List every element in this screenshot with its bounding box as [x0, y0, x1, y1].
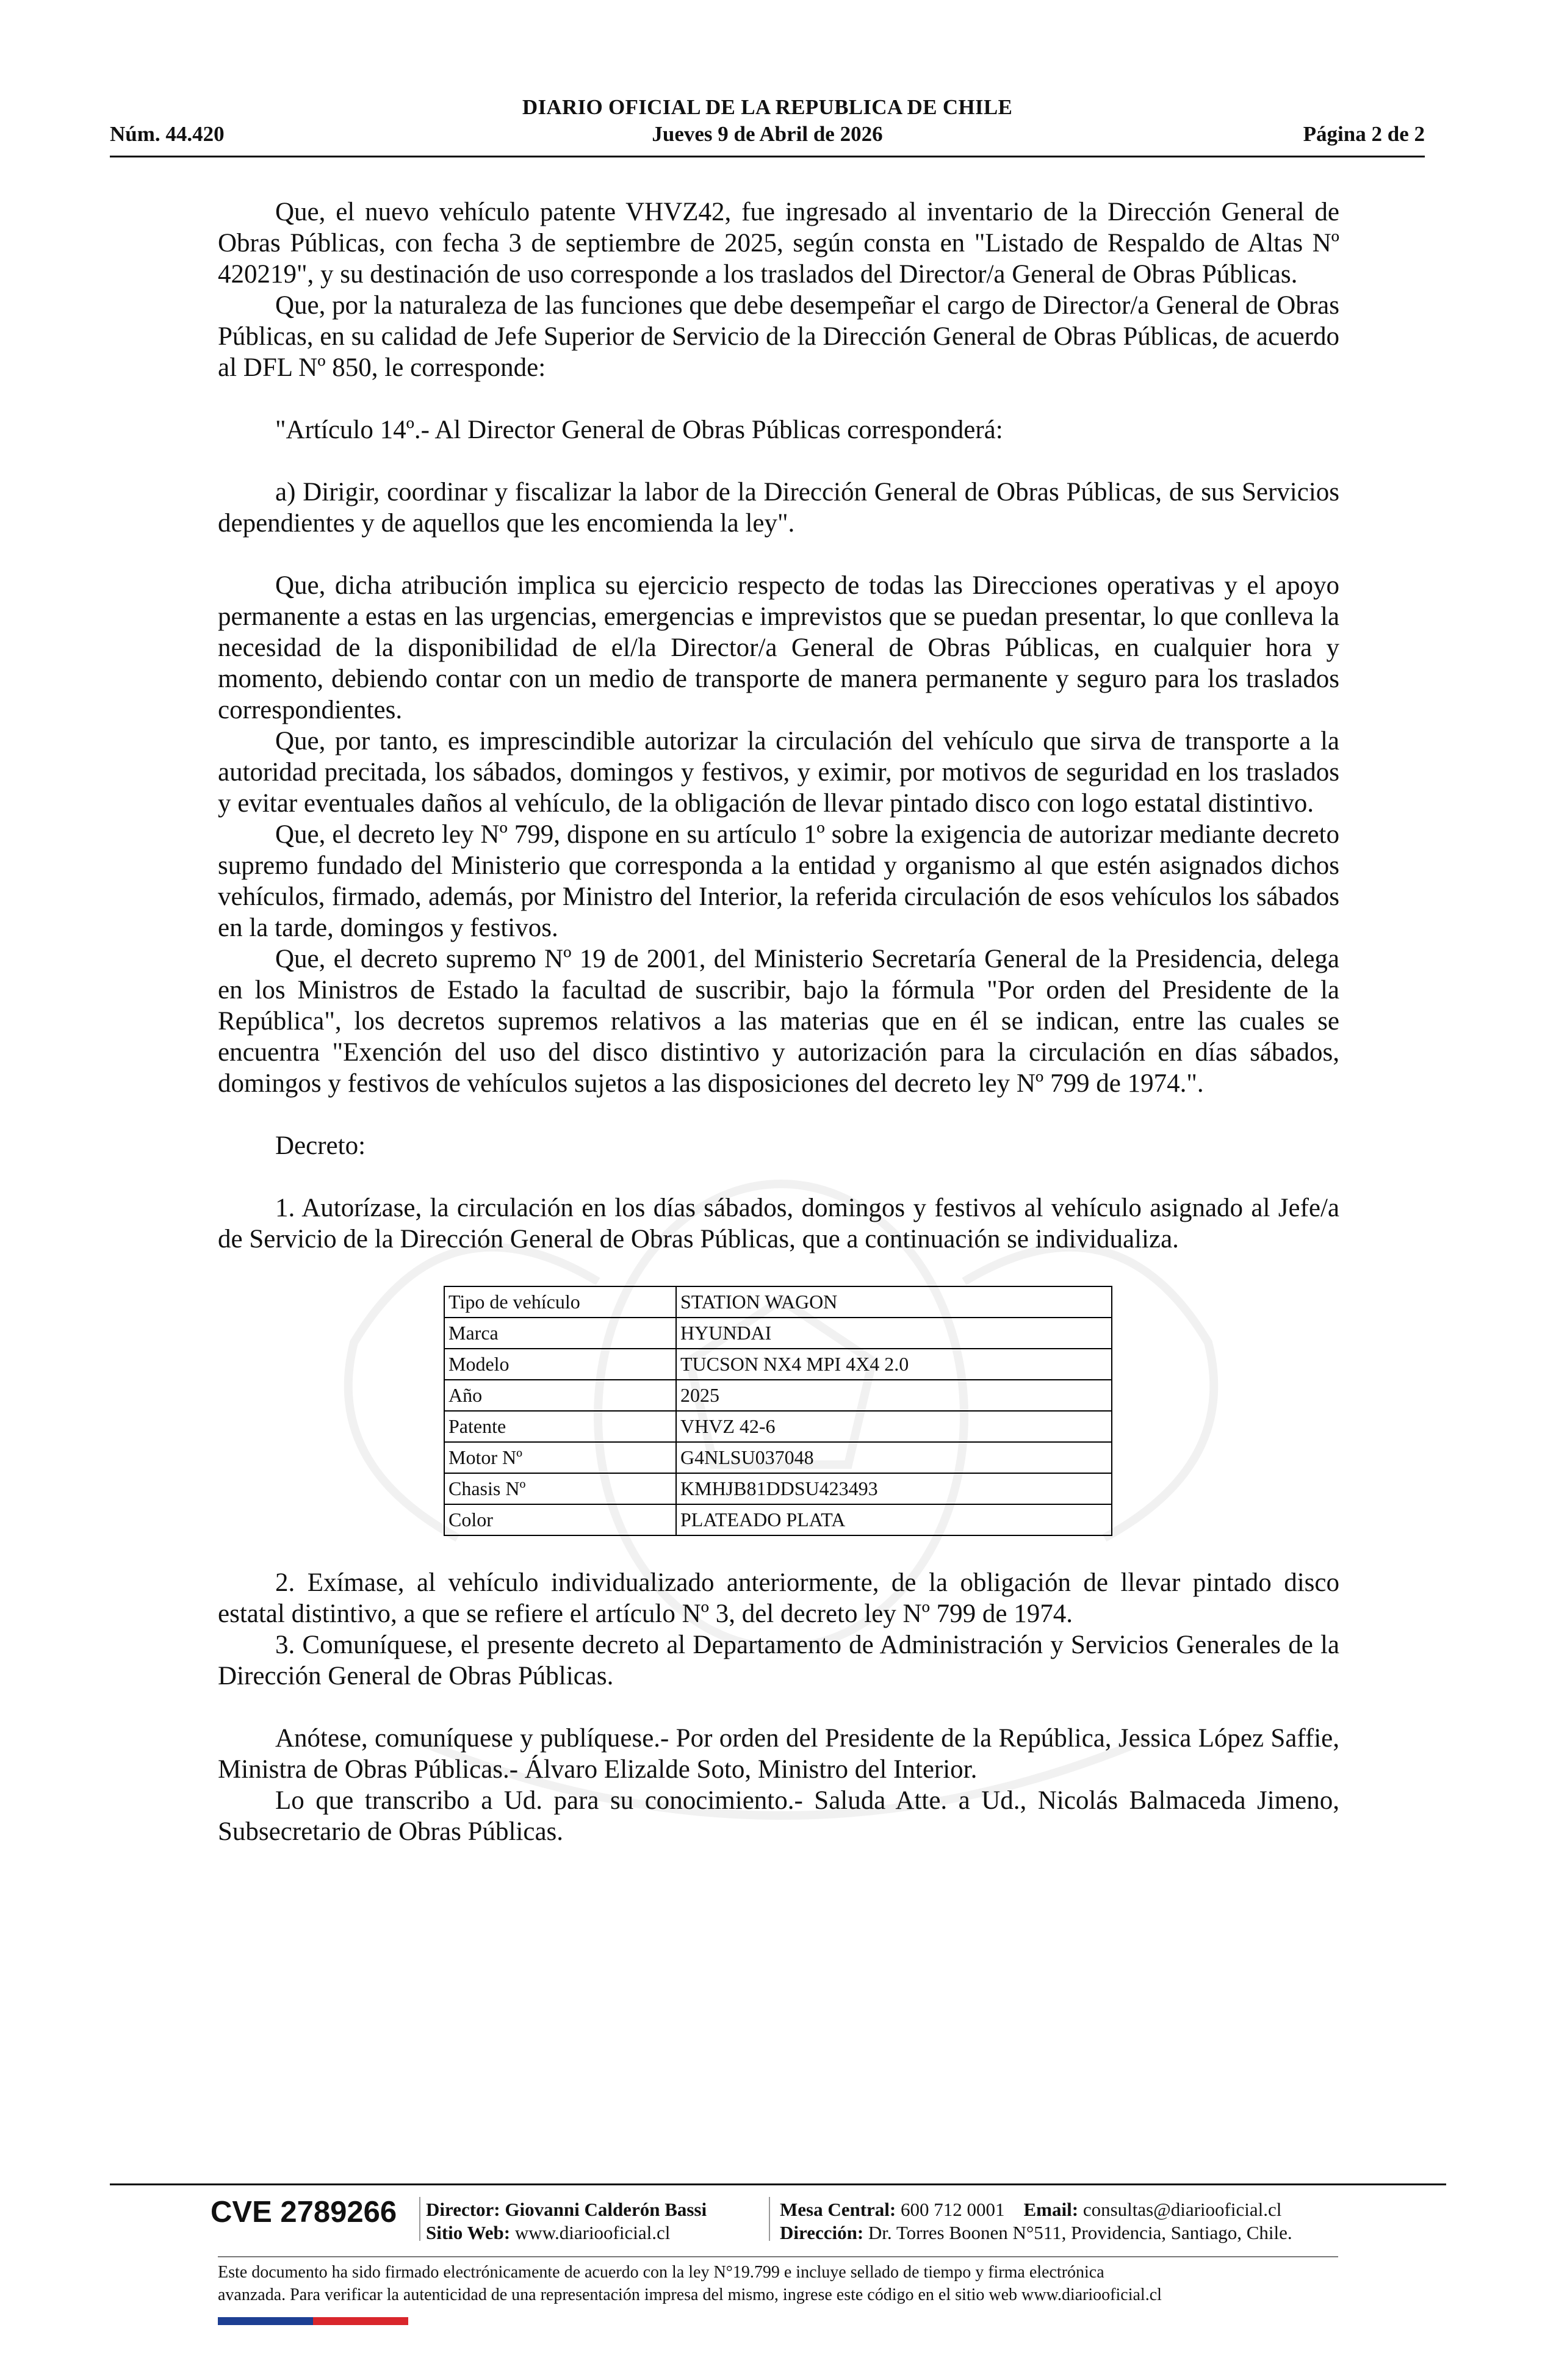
issue-number: Núm. 44.420	[110, 122, 225, 146]
table-row	[444, 1349, 1112, 1380]
row-label: Marca	[444, 1318, 676, 1349]
flag-red-segment	[313, 2317, 408, 2325]
footer-separator	[419, 2197, 420, 2241]
notice-line: Este documento ha sido firmado electrónicamente de acuerdo con la ley N°19.799 e incluye sellado de tiempo y firma electrónica	[218, 2263, 1104, 2282]
address-label: Dirección:	[780, 2222, 864, 2243]
vehicle-table	[444, 1286, 1112, 1536]
table-row	[444, 1411, 1112, 1442]
decree-article-3: 3. Comuníquese, el presente decreto al Departamento de Administración y Servicios Generales de la Dirección General de Obras Públicas.	[218, 1631, 1339, 1690]
row-label: Chasis Nº	[444, 1473, 676, 1504]
paragraph-article-14-a: a) Dirigir, coordinar y fiscalizar la labor de la Dirección General de Obras Públicas, de sus Servicios dependientes y de aquellos que les encomienda la ley".	[218, 478, 1339, 538]
row-value: TUCSON NX4 MPI 4X4 2.0	[676, 1349, 1112, 1380]
cve-code: CVE 2789266	[211, 2196, 397, 2229]
flag-blue-segment	[218, 2317, 313, 2325]
row-label: Tipo de vehículo	[444, 1286, 676, 1318]
table-row	[444, 1473, 1112, 1504]
site-link[interactable]: www.diariooficial.cl	[514, 2222, 671, 2243]
mesa-phone: 600 712 0001	[901, 2199, 1005, 2220]
footer-separator	[769, 2197, 770, 2241]
notice-line: avanzada. Para verificar la autenticidad de una representación impresa del mismo, ingrese este código en el sitio web www.diariooficial.cl	[218, 2285, 1162, 2304]
row-label: Modelo	[444, 1349, 676, 1380]
site-label: Sitio Web:	[426, 2222, 511, 2243]
row-value: HYUNDAI	[676, 1318, 1112, 1349]
table-row	[444, 1442, 1112, 1473]
paragraph-article-14: "Artículo 14º.- Al Director General de Obras Públicas corresponderá:	[275, 416, 1003, 444]
decree-article-2: 2. Exímase, al vehículo individualizado anteriormente, de la obligación de llevar pintado disco estatal distintivo, a que se refiere el artículo Nº 3, del decreto ley Nº 799 de 1974.	[218, 1568, 1339, 1628]
footer-contact-block	[780, 2198, 1292, 2245]
row-value: 2025	[676, 1380, 1112, 1411]
table-row	[444, 1380, 1112, 1411]
director-name: Giovanni Calderón Bassi	[505, 2199, 707, 2220]
row-value: VHVZ 42-6	[676, 1411, 1112, 1442]
paragraph-necessity: Que, por tanto, es imprescindible autorizar la circulación del vehículo que sirva de transporte a la autoridad precitada, los sábados, domingos y festivos, y eximir, por motivos de seguridad en los traslados y evitar eventuales daños al vehículo, de la obligación de llevar pintado disco con logo estatal distintivo.	[218, 727, 1339, 818]
decree-article-1: 1. Autorízase, la circulación en los días sábados, domingos y festivos al vehículo asignado al Jefe/a de Servicio de la Dirección General de Obras Públicas, que a continuación se individualiza.	[218, 1194, 1339, 1253]
paragraph-transcription: Lo que transcribo a Ud. para su conocimiento.- Saluda Atte. a Ud., Nicolás Balmaceda Jimeno, Subsecretario de Obras Públicas.	[218, 1786, 1339, 1846]
paragraph-signatures: Anótese, comuníquese y publíquese.- Por orden del Presidente de la República, Jessica López Saffie, Ministra de Obras Públicas.- Álvaro Elizalde Soto, Ministro del Interior.	[218, 1724, 1339, 1784]
paragraph-decree-19: Que, el decreto supremo Nº 19 de 2001, del Ministerio Secretaría General de la Presidencia, delega en los Ministros de Estado la facultad de suscribir, bajo la fórmula "Por orden del Presidente de la República", los decretos supremos relativos a las materias que en él se indican, entre las cuales se encuentra "Exención del uso del disco distintivo y autorización para la circulación en días sábados, domingos y festivos de vehículos sujetos a las disposiciones del decreto ley Nº 799 de 1974.".	[218, 945, 1339, 1098]
page-header	[110, 92, 1425, 159]
signature-notice	[218, 2261, 1338, 2306]
table-row	[444, 1504, 1112, 1535]
page-indicator: Página 2 de 2	[1303, 122, 1425, 146]
email-link[interactable]: consultas@diariooficial.cl	[1082, 2199, 1282, 2220]
mesa-label: Mesa Central:	[780, 2199, 896, 2220]
decree-heading: Decreto:	[275, 1131, 366, 1160]
address-value: Dr. Torres Boonen N°511, Providencia, Santiago, Chile.	[868, 2222, 1292, 2243]
footer-director-block	[426, 2198, 707, 2245]
director-label: Director:	[426, 2199, 500, 2220]
row-label: Motor Nº	[444, 1442, 676, 1473]
row-value: KMHJB81DDSU423493	[676, 1473, 1112, 1504]
paragraph-attribution: Que, dicha atribución implica su ejercicio respecto de todas las Direcciones operativas y el apoyo permanente a estas en las urgencias, emergencias e imprevistos que se puedan presentar, lo que conlleva la necesidad de la disponibilidad de el/la Director/a General de Obras Públicas, en cualquier hora y momento, debiendo contar con un medio de transporte de manera permanente y seguro para los traslados correspondientes.	[218, 571, 1339, 724]
decree-body	[218, 197, 1339, 1847]
row-label: Año	[444, 1380, 676, 1411]
table-row	[444, 1286, 1112, 1318]
paragraph-decree-799: Que, el decreto ley Nº 799, dispone en su artículo 1º sobre la exigencia de autorizar mediante decreto supremo fundado del Ministerio que corresponda a la entidad y organismo al que estén asignados dichos vehículos, firmado, además, por Ministro del Interior, la referida circulación de esos vehículos los sábados en la tarde, domingos y festivos.	[218, 820, 1339, 942]
paragraph-director-functions: Que, por la naturaleza de las funciones que debe desempeñar el cargo de Director/a General de Obras Públicas, en su calidad de Jefe Superior de Servicio de la Dirección General de Obras Públicas, de acuerdo al DFL Nº 850, le corresponde:	[218, 291, 1339, 382]
email-label: Email:	[1023, 2199, 1079, 2220]
row-label: Color	[444, 1504, 676, 1535]
newspaper-title: DIARIO OFICIAL DE LA REPUBLICA DE CHILE	[522, 95, 1013, 119]
table-row	[444, 1318, 1112, 1349]
header-divider	[110, 156, 1425, 157]
row-value: STATION WAGON	[676, 1286, 1112, 1318]
issue-date: Jueves 9 de Abril de 2026	[652, 122, 883, 146]
footer-divider	[110, 2183, 1446, 2185]
row-value: G4NLSU037048	[676, 1442, 1112, 1473]
row-label: Patente	[444, 1411, 676, 1442]
flag-stripe	[218, 2317, 408, 2325]
footer-note-divider	[218, 2256, 1338, 2257]
row-value: PLATEADO PLATA	[676, 1504, 1112, 1535]
paragraph-vehicle-inventory: Que, el nuevo vehículo patente VHVZ42, fue ingresado al inventario de la Dirección General de Obras Públicas, con fecha 3 de septiembre de 2025, según consta en "Listado de Respaldo de Altas Nº 420219", y su destinación de uso corresponde a los traslados del Director/a General de Obras Públicas.	[218, 198, 1339, 289]
